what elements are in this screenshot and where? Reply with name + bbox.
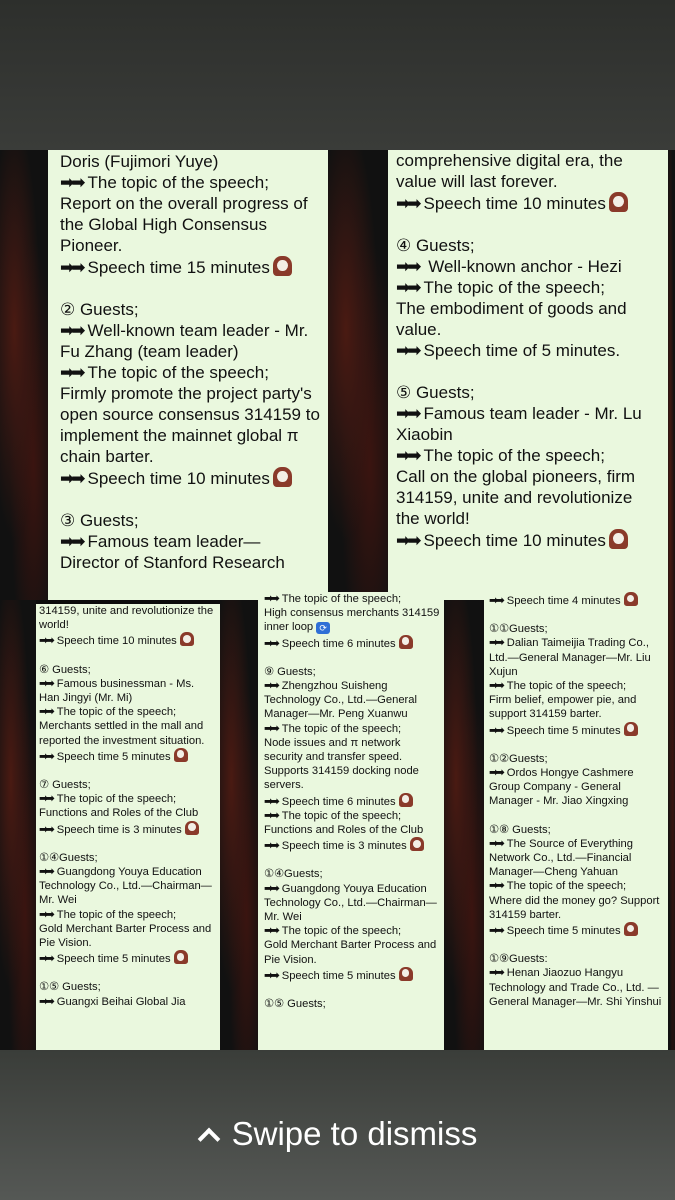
program-line-text: Speech time 10 minutes — [423, 194, 606, 213]
program-line-text: Speech time 5 minutes — [506, 724, 621, 737]
program-line — [489, 823, 664, 837]
program-line — [489, 636, 664, 679]
program-line — [396, 382, 660, 403]
double-arrow-icon: ➡➡ — [396, 278, 419, 297]
image-background — [328, 150, 388, 600]
program-line-text: ⑨ Guests; — [264, 665, 316, 678]
program-line — [60, 299, 320, 320]
program-line-text: Ordos Hongye Cashmere Group Company - General Manager - Mr. Jiao Xingxing — [489, 767, 634, 808]
program-line-text: Famous team leader - Mr. Lu Xiaobin — [396, 404, 642, 444]
program-line — [264, 967, 440, 983]
program-line — [60, 510, 320, 531]
program-line — [489, 966, 664, 1009]
double-arrow-icon: ➡➡ — [39, 677, 52, 690]
program-line-text: Speech time 15 minutes — [87, 258, 270, 277]
program-line-text: Famous team leader— — [87, 532, 261, 551]
program-line — [39, 677, 216, 705]
program-line-text: Zhengzhou Suisheng Technology Co., Ltd.—General Manager—Mr. Peng Xuanwu — [264, 680, 417, 721]
program-line — [39, 792, 216, 806]
program-line-text: Speech time of 5 minutes. — [423, 341, 621, 360]
program-line — [39, 950, 216, 966]
double-arrow-icon: ➡➡ — [264, 680, 277, 693]
program-line-text: The topic of the speech; — [87, 363, 269, 382]
image-background — [0, 150, 48, 600]
program-line-text: The topic of the speech; — [281, 809, 402, 822]
double-arrow-icon: ➡➡ — [39, 706, 52, 719]
program-card-bottom-right — [484, 592, 668, 1050]
program-line — [39, 778, 216, 792]
program-line — [396, 150, 660, 192]
program-line — [264, 867, 440, 881]
program-line — [396, 529, 660, 551]
double-arrow-icon: ➡➡ — [60, 258, 83, 277]
program-line — [489, 922, 664, 938]
double-arrow-icon: ➡➡ — [39, 995, 52, 1008]
double-arrow-icon: ➡➡ — [39, 953, 52, 966]
line-spacer — [39, 837, 216, 851]
program-line — [60, 172, 320, 193]
double-arrow-icon: ➡➡ — [489, 637, 502, 650]
program-line — [60, 193, 320, 256]
program-line — [39, 995, 216, 1009]
program-line — [264, 938, 440, 966]
mantel-clock-icon — [410, 837, 424, 851]
double-arrow-icon: ➡➡ — [396, 531, 419, 550]
double-arrow-icon: ➡➡ — [489, 880, 502, 893]
line-spacer — [39, 764, 216, 778]
mantel-clock-icon — [624, 722, 638, 736]
program-line-text: Firm belief, empower pie, and support 314159 barter. — [489, 694, 637, 721]
program-line-text: Henan Jiaozuo Hangyu Technology and Trade Co., Ltd. —General Manager—Mr. Shi Yinshui — [489, 967, 662, 1008]
double-arrow-icon: ➡➡ — [396, 194, 419, 213]
program-line-text: The topic of the speech; — [506, 680, 627, 693]
program-line-text: The topic of the speech; — [281, 722, 402, 735]
program-line — [264, 882, 440, 925]
program-line — [396, 403, 660, 445]
program-line-text: ③ Guests; — [60, 511, 139, 530]
program-line-text: Merchants settled in the mall and reported the investment situation. — [39, 720, 205, 747]
double-arrow-icon: ➡➡ — [489, 967, 502, 980]
mantel-clock-icon — [273, 256, 292, 276]
double-arrow-icon: ➡➡ — [60, 469, 83, 488]
program-line — [39, 806, 216, 820]
program-line-text: The topic of the speech; — [281, 925, 402, 938]
program-line — [60, 383, 320, 467]
program-line-text: The topic of the speech; — [56, 706, 177, 719]
program-line — [264, 606, 440, 634]
program-line — [489, 693, 664, 721]
program-line-text: The topic of the speech; — [506, 880, 627, 893]
program-line-text: Where did the money go? Support 314159 barter. — [489, 894, 660, 921]
double-arrow-icon: ➡➡ — [39, 866, 52, 879]
program-line — [39, 851, 216, 865]
program-line — [39, 980, 216, 994]
mantel-clock-icon — [399, 793, 413, 807]
program-line-text: ② Guests; — [60, 300, 139, 319]
line-spacer — [264, 651, 440, 665]
program-line-text: The topic of the speech; — [56, 908, 177, 921]
program-line — [489, 752, 664, 766]
mantel-clock-icon — [185, 821, 199, 835]
program-line-text: Dalian Taimeijia Trading Co., Ltd.—General Manager—Mr. Liu Xujun — [489, 637, 651, 678]
program-line — [489, 952, 664, 966]
program-line — [396, 235, 660, 256]
double-arrow-icon: ➡➡ — [264, 637, 277, 650]
program-line-text: ④ Guests; — [396, 236, 475, 255]
program-line — [489, 679, 664, 693]
program-line-text: The topic of the speech; — [87, 173, 269, 192]
program-line — [39, 908, 216, 922]
double-arrow-icon: ➡➡ — [60, 321, 83, 340]
program-line-text: ①⑤ Guests; — [39, 981, 101, 994]
line-spacer — [264, 983, 440, 997]
double-arrow-icon: ➡➡ — [60, 363, 83, 382]
program-line-text: Speech time 6 minutes — [281, 637, 396, 650]
status-area — [0, 0, 675, 150]
mantel-clock-icon — [180, 632, 194, 646]
program-line-text: Speech time 10 minutes — [87, 469, 270, 488]
mantel-clock-icon — [273, 467, 292, 487]
program-line — [264, 823, 440, 837]
line-spacer — [60, 489, 320, 510]
double-arrow-icon: ➡➡ — [396, 404, 419, 423]
program-line — [396, 466, 660, 529]
swipe-to-dismiss-label: Swipe to dismiss — [231, 1115, 478, 1152]
program-line-text: Speech time 4 minutes — [506, 595, 621, 607]
program-line — [39, 632, 216, 648]
double-arrow-icon: ➡➡ — [396, 446, 419, 465]
image-background — [220, 600, 258, 1050]
double-arrow-icon: ➡➡ — [39, 823, 52, 836]
program-line — [39, 922, 216, 950]
program-line — [396, 445, 660, 466]
program-line-text: The embodiment of goods and value. — [396, 299, 627, 339]
line-spacer — [396, 361, 660, 382]
program-line-text: Speech time is 3 minutes — [281, 840, 407, 853]
program-line-text: High consensus merchants 314159 inner loop — [264, 607, 440, 634]
image-background — [444, 600, 484, 1050]
program-line — [264, 997, 440, 1011]
program-line — [396, 192, 660, 214]
program-line — [60, 320, 320, 362]
mantel-clock-icon — [624, 592, 638, 606]
program-line-text: Report on the overall progress of the Global High Consensus Pioneer. — [60, 194, 308, 255]
program-line-text: Doris (Fujimori Yuye) — [60, 152, 219, 171]
program-line-text: ①④Guests; — [264, 868, 323, 881]
program-line-text: Gold Merchant Barter Process and Pie Vision. — [264, 939, 437, 966]
mantel-clock-icon — [399, 967, 413, 981]
program-line-text: Guangdong Youya Education Technology Co., Ltd.—Chairman—Mr. Wei — [264, 882, 437, 924]
double-arrow-icon: ➡➡ — [489, 724, 502, 737]
program-line — [489, 766, 664, 809]
double-arrow-icon: ➡➡ — [264, 925, 277, 938]
program-line-text: ①④Guests; — [39, 851, 98, 864]
program-line-text: Director of Stanford Research — [60, 553, 285, 572]
program-line-text: Firmly promote the project party's open source consensus 314159 to implement the mainnet global π chain barter. — [60, 384, 320, 466]
mantel-clock-icon — [399, 635, 413, 649]
double-arrow-icon: ➡➡ — [489, 595, 502, 607]
program-line — [396, 340, 660, 361]
program-line — [60, 552, 320, 573]
double-arrow-icon: ➡➡ — [39, 750, 52, 763]
program-line-text: Functions and Roles of the Club — [39, 807, 199, 820]
program-card-bottom-middle — [258, 592, 444, 1050]
program-line-text: The topic of the speech; — [423, 278, 605, 297]
program-line — [60, 256, 320, 278]
program-line — [264, 924, 440, 938]
mantel-clock-icon — [174, 950, 188, 964]
program-line — [60, 151, 320, 172]
program-line-text: comprehensive digital era, the value will last forever. — [396, 151, 623, 191]
program-line-text: ①①Guests; — [489, 623, 548, 636]
program-line-text: ⑥ Guests; — [39, 663, 91, 676]
line-spacer — [489, 608, 664, 622]
double-arrow-icon: ➡➡ — [264, 795, 277, 808]
program-line-text: Speech time is 3 minutes — [56, 823, 182, 836]
program-line — [489, 622, 664, 636]
line-spacer — [489, 738, 664, 752]
program-line-text: 314159, unite and revolutionize the world! — [39, 605, 214, 632]
double-arrow-icon: ➡➡ — [489, 767, 502, 780]
program-line — [60, 362, 320, 383]
double-arrow-icon: ➡➡ — [39, 908, 52, 921]
program-line — [396, 298, 660, 340]
program-line-text: ①⑧ Guests; — [489, 823, 551, 836]
image-background — [668, 150, 675, 1050]
program-line-text: Guangdong Youya Education Technology Co., Ltd.—Chairman—Mr. Wei — [39, 866, 212, 907]
program-line-text: Speech time 10 minutes — [56, 635, 177, 648]
double-arrow-icon: ➡➡ — [39, 793, 52, 806]
mantel-clock-icon — [624, 922, 638, 936]
double-arrow-icon: ➡➡ — [489, 680, 502, 693]
double-arrow-icon: ➡➡ — [264, 840, 277, 853]
program-card-top-right — [388, 150, 668, 600]
program-line — [39, 604, 216, 632]
line-spacer — [60, 278, 320, 299]
program-line — [264, 793, 440, 809]
image-background — [0, 600, 36, 1050]
double-arrow-icon: ➡➡ — [489, 925, 502, 938]
double-arrow-icon: ➡➡ — [264, 969, 277, 982]
program-line — [489, 837, 664, 880]
program-line — [396, 277, 660, 298]
program-line-text: The topic of the speech; — [423, 446, 605, 465]
program-line-text: The topic of the speech; — [281, 593, 402, 605]
program-line-text: ①⑤ Guests; — [264, 998, 326, 1011]
mantel-clock-icon — [174, 748, 188, 762]
program-line — [264, 722, 440, 736]
double-arrow-icon: ➡➡ — [264, 593, 277, 605]
program-line-text: Call on the global pioneers, firm 314159, unite and revolutionize the world! — [396, 467, 636, 528]
program-line — [264, 809, 440, 823]
chevron-up-icon — [198, 1123, 220, 1145]
program-card-top-left — [48, 150, 328, 600]
program-line-text: ⑤ Guests; — [396, 383, 475, 402]
double-arrow-icon: ➡➡ — [60, 532, 83, 551]
line-spacer — [396, 214, 660, 235]
mantel-clock-icon — [609, 529, 628, 549]
program-line-text: Guangxi Beihai Global Jia — [56, 995, 186, 1008]
swipe-to-dismiss[interactable] — [0, 1110, 675, 1158]
program-line-text: Speech time 5 minutes — [506, 925, 621, 938]
double-arrow-icon: ➡➡ — [39, 635, 52, 648]
program-card-bottom-left — [36, 604, 220, 1050]
program-line — [264, 736, 440, 793]
program-line — [39, 663, 216, 677]
program-line-text: Well-known team leader - Mr. Fu Zhang (team leader) — [60, 321, 309, 361]
program-line-text: Speech time 6 minutes — [281, 795, 396, 808]
program-line-text: Speech time 5 minutes — [281, 969, 396, 982]
line-spacer — [489, 809, 664, 823]
program-line — [489, 592, 664, 608]
program-line — [264, 592, 440, 606]
line-spacer — [489, 938, 664, 952]
program-line-text: Node issues and π network security and transfer speed. Supports 314159 docking node servers. — [264, 736, 419, 792]
program-line-text: Famous businessman - Ms. Han Jingyi (Mr. Mi) — [39, 677, 195, 705]
double-arrow-icon: ➡➡ — [60, 173, 83, 192]
program-line-text: Well-known anchor - Hezi — [423, 257, 622, 276]
program-line — [39, 705, 216, 719]
program-line-text: Speech time 5 minutes — [56, 953, 171, 966]
line-spacer — [39, 966, 216, 980]
program-line — [60, 467, 320, 489]
double-arrow-icon: ➡➡ — [264, 809, 277, 822]
program-line-text: The Source of Everything Network Co., Ltd.—Financial Manager—Cheng Yahuan — [489, 837, 633, 879]
chat-image[interactable] — [0, 150, 675, 1050]
program-line — [39, 821, 216, 837]
program-line-text: Speech time 10 minutes — [423, 531, 606, 550]
double-arrow-icon: ➡➡ — [396, 257, 419, 276]
program-line — [489, 722, 664, 738]
program-line — [396, 256, 660, 277]
program-line-text: Speech time 5 minutes — [56, 750, 171, 763]
program-line — [39, 865, 216, 908]
program-line — [39, 719, 216, 747]
double-arrow-icon: ➡➡ — [264, 722, 277, 735]
double-arrow-icon: ➡➡ — [489, 837, 502, 850]
program-line — [264, 679, 440, 722]
program-line-text: Gold Merchant Barter Process and Pie Vision. — [39, 922, 212, 950]
program-line — [264, 837, 440, 853]
program-line-text: ①⑨Guests: — [489, 953, 548, 966]
program-line-text: ①②Guests; — [489, 752, 548, 765]
line-spacer — [39, 649, 216, 663]
mantel-clock-icon — [609, 192, 628, 212]
program-line — [489, 879, 664, 893]
program-line — [264, 665, 440, 679]
double-arrow-icon: ➡➡ — [264, 882, 277, 895]
program-line — [489, 894, 664, 922]
program-line — [60, 531, 320, 552]
program-line-text: The topic of the speech; — [56, 793, 177, 806]
program-line-text: ⑦ Guests; — [39, 779, 91, 792]
program-line — [264, 635, 440, 651]
loop-arrows-icon: ⟳ — [316, 622, 330, 634]
program-line — [39, 748, 216, 764]
double-arrow-icon: ➡➡ — [396, 341, 419, 360]
program-line-text: Functions and Roles of the Club — [264, 824, 424, 837]
line-spacer — [264, 853, 440, 867]
